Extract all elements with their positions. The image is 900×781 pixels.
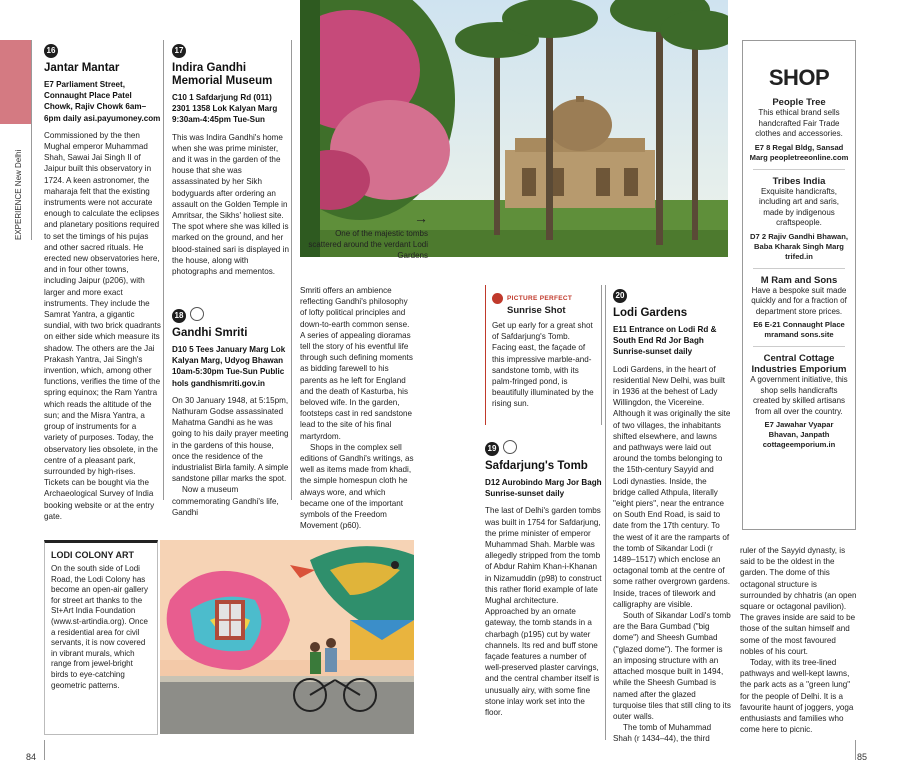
entry-title: Safdarjung's Tomb: [485, 460, 588, 472]
shop-item-text: Exquisite handicrafts, including art and saris, made by indigenous craftspeople.: [758, 186, 840, 227]
shop-item-title: People Tree: [772, 97, 826, 108]
entry-title: Lodi Gardens: [613, 307, 688, 319]
page-number-left: 84: [26, 752, 37, 762]
entry-19: [485, 438, 603, 738]
mural-photo: [160, 540, 414, 734]
photo-icon: [503, 440, 517, 454]
shop-item-info: D7 2 Rajiv Gandhi Bhawan, Baba Kharak Singh Marg trifed.in: [750, 231, 848, 261]
entry-body-3: The tomb of Muhammad Shah (r 1434–44), the third: [613, 723, 712, 744]
shop-heading: SHOP: [768, 65, 830, 90]
shop-item-title: Tribes India: [772, 175, 826, 187]
shop-item-info: E7 8 Regal Bldg, Sansad Marg peopletreeonline.com: [749, 142, 849, 162]
entry-body: Smriti offers an ambience reflecting Gandhi's philosophy of lofty political principles and down-to-earth common sense. A series of appealing dioramas tell the story of his eventful life through such defining moments as bidding farewell to his parents as he left for England and the death of Kasturba, his beloved wife. In the garden, footsteps cast in red sandstone lead to the site of his final martyrdom.: [300, 286, 413, 441]
arrow-right-icon: →: [414, 210, 428, 226]
box-title: Sunrise Shot: [507, 305, 566, 316]
entry-title: Gandhi Smriti: [172, 327, 248, 339]
picture-perfect-box: [485, 285, 602, 425]
entry-number: 18: [172, 309, 186, 323]
entry-info: E7 Parliament Street, Connaught Place Patel Chowk, Rajiv Chowk 6am–6pm daily asi.payumoney.com: [44, 80, 161, 123]
shop-item-title: Central Cottage Industries Emporium: [751, 353, 847, 375]
museum-icon: [190, 307, 204, 321]
entry-body-2: Now a museum commemorating Gandhi's life, Gandhi: [172, 485, 279, 517]
entry-number: 17: [172, 44, 186, 58]
page-number-right: 85: [857, 752, 868, 762]
entry-info: C10 1 Safdarjung Rd (011) 2301 1358 Lok Kalyan Marg 9:30am-4:45pm Tue-Sun: [172, 93, 278, 125]
shop-item-text: Have a bespoke suit made quickly and for a fraction of department store prices.: [751, 285, 847, 316]
shop-item: [749, 275, 849, 341]
column-divider: [163, 40, 164, 500]
entry-body-2: South of Sikandar Lodi's tomb are the Bara Gumbad ("big dome") and Sheesh Gumbad ("glazed dome"). The former is an imposing structure with an attached mosque built in 1494, while the Sheesh Gumbad is named after the glazed turquoise tiles that still cling to its outer walls.: [613, 611, 731, 721]
shop-item-text: A government initiative, this shop sells handicrafts created by skilled artisans from all over the country.: [750, 375, 848, 416]
entry-body: This was Indira Gandhi's home when she was prime minister, and it was in the garden of the house that she was assassinated by her Sikh bodyguards after ordering an assault on the Golden Temple in Amritsar, the Sikhs' holiest site. The spot where she was killed is marked on the ground, and her blood-stained sari is displayed in the house, along with photographs and mementos.: [172, 132, 289, 277]
section-label: EXPERIENCE New Delhi: [14, 149, 23, 240]
entry-body: ruler of the Sayyid dynasty, is said to be the oldest in the garden. The dome of this octagonal structure is surrounded by chhatris (an open square or octagonal pavilion). The graves inside are said to be those of the sultan himself and some of the most favoured nobles of his court.: [740, 546, 857, 656]
footer-rule-left: [44, 740, 45, 760]
entry-body-2: Shops in the complex sell editions of Gandhi's writings, as well as items made from khadi, the simple homespun cloth he always wore, and which became one of the important symbols of the Freedom Movement (p60).: [300, 442, 414, 531]
shop-item: [749, 176, 849, 262]
shop-box: [742, 40, 856, 530]
divider: [753, 346, 845, 347]
entry-info: D12 Aurobindo Marg Jor Bagh Sunrise-sunset daily: [485, 478, 602, 499]
entry-body: The last of Delhi's garden tombs was built in 1754 for Safdarjung, the prime minister of emperor Muhammad Shah. Marble was allegedly stripped from the tomb of Abdur Rahim Khan-i-Khanan in Nizamuddin (p98) to construct this rather florid example of late Mughal architecture. Approached by an ornate gateway, the tomb stands in a charbagh (p195) cut by water channels. Its red and buff stone façade features a number of well-preserved plaster carvings, and the central chamber itself is unusually airy, with some fine stone inlay work set into the floor.: [485, 506, 602, 718]
shop-item-text: This ethical brand sells handcrafted Fair Trade clothes and accessories.: [755, 108, 843, 138]
shop-item-info: E6 E-21 Connaught Place mramand sons.site: [753, 320, 845, 339]
box-label: PICTURE PERFECT: [507, 295, 573, 302]
column-divider: [605, 285, 606, 740]
entry-18-continued: [300, 285, 415, 530]
box-body: On the south side of Lodi Road, the Lodi Colony has become an open-air gallery for street art thanks to the St+Art India Foundation (www.st-artindia.org). Once a residential area for civil servants, it is now covered in vibrant murals, which range from jewel-bright birds to eye-catching geometric patterns.: [51, 564, 148, 690]
entry-17: [172, 40, 290, 290]
entry-body: Commissioned by the then Mughal emperor Muhammad Shah, Sawai Jai Singh II of Jaipur built this observatory in 1724. A keen astronomer, the maharaja felt that the existing instruments were not accurate enough to calculate the eclipses and planetary positions required to set the timings of his pujas and other sacred rituals. He erected new observatories here, and in four other towns, including Jaipur (p206), with larger and more exact instruments. They include the Samrat Yantra, a gigantic sundial, with two brick quadrants on either side which measure its shadow. The others are the Jai Prakash Yantra, Jai Singh's invention, which, among other functions, verifies the time of the spring equinox; the Ram Yantra which reads the altitude of the sun; and the Misra Yantra, a group of instruments for a variety of purposes. Today, the observatory lies obsolete, in the centre of a pleasant park, surrounded by high-rises. Tickets can be bought via the Archaeological Survey of India booking website or at the entry gate.: [44, 130, 161, 521]
shop-item: [749, 97, 849, 163]
shop-item-title: M Ram and Sons: [760, 274, 838, 286]
entry-16: [44, 40, 162, 530]
column-divider: [291, 40, 292, 500]
entry-number: 20: [613, 289, 627, 303]
entry-body: Lodi Gardens, in the heart of residential New Delhi, was built in 1936 at the behest of Lady Willingdon, the Vicereine. Although it was originally the site of two villages, the inhabitants shifted elsewhere, and lawns and pathways were laid out around the tombs belonging to the 15th-century Sayyid and Lodi dynasties. Inside, the bridge called Athpula, literally "eight piers", near the entrance on South End Road, is said to date from the 17th century. To the west of it are the ramparts of the tomb of Sikandar Lodi (r 1489–1517) which enclose an octagonal tomb at the centre of some rather overgrown gardens. Inside, traces of tilework and calligraphy are visible.: [613, 364, 731, 609]
entry-title: Jantar Mantar: [44, 62, 120, 74]
entry-number: 16: [44, 44, 58, 58]
entry-20: [613, 285, 731, 744]
entry-20-continued: [740, 545, 858, 745]
entry-number: 19: [485, 442, 499, 456]
entry-info: D10 5 Tees January Marg Lok Kalyan Marg, Udyog Bhawan 10am-5:30pm Tue-Sun Public hols gandhismriti.gov.in: [172, 345, 286, 388]
entry-18: [172, 305, 290, 530]
caption-text: One of the majestic tombs scattered around the verdant Lodi Gardens: [308, 229, 428, 260]
footer-rule-right: [855, 740, 856, 760]
sidebar-rule: [31, 40, 32, 240]
shop-item: [749, 353, 849, 450]
divider: [753, 268, 845, 269]
box-body: Get up early for a great shot of Safdarjung's Tomb. Facing east, the façade of this impressive marble-and-sandstone tomb, with its palm-fringed pond, is beautifully illuminated by the rising sun.: [492, 321, 594, 409]
entry-info: E11 Entrance on Lodi Rd & South End Rd Jor Bagh Sunrise-sunset daily: [613, 325, 717, 357]
camera-icon: [492, 293, 503, 304]
box-title: LODI COLONY ART: [51, 550, 134, 560]
entry-body: On 30 January 1948, at 5:15pm, Nathuram Godse assassinated Mahatma Gandhi as he was going to his daily prayer meeting in the gardens of this house, once the residence of the industrialist Birla family. A simple sandstone pillar marks the spot.: [172, 395, 289, 484]
lodi-colony-art-box: [44, 540, 158, 735]
entry-title: Indira Gandhi Memorial Museum: [172, 62, 273, 87]
section-tab: [0, 40, 32, 124]
entry-body-2: Today, with its tree-lined pathways and well-kept lawns, the park acts as a "green lung" for the people of Delhi. It is a favourite haunt of joggers, yoga enthusiasts and families who come here to picnic.: [740, 658, 854, 735]
photo-caption: [300, 212, 428, 262]
divider: [753, 169, 845, 170]
shop-item-info: E7 Jawahar Vyapar Bhavan, Janpath cottageemporium.in: [762, 420, 836, 449]
